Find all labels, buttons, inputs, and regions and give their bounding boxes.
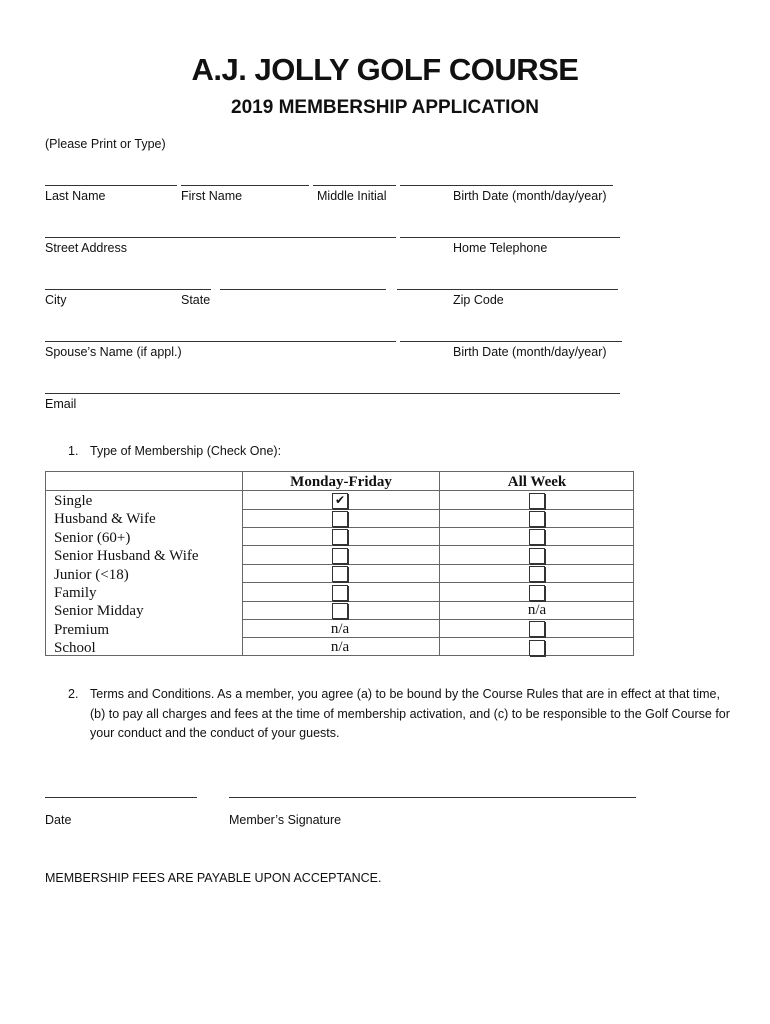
middle-initial-line[interactable] [313, 185, 396, 186]
section-1-number: 1. [68, 444, 79, 458]
membership-type-table [45, 471, 634, 656]
membership-row-label: Senior (60+) [54, 529, 131, 546]
street-address-line[interactable] [45, 237, 396, 238]
form-subtitle: 2019 MEMBERSHIP APPLICATION [231, 97, 539, 118]
membership-row-label: Single [54, 493, 93, 509]
table-divider [243, 637, 633, 638]
table-divider [243, 545, 633, 546]
membership-row-label: Premium [54, 621, 109, 638]
middle-initial-label: Middle Initial [317, 189, 387, 203]
city-label: City [45, 293, 67, 307]
form-title: A.J. JOLLY GOLF COURSE [191, 52, 579, 87]
table-divider [243, 601, 633, 602]
spouse-name-line[interactable] [45, 341, 396, 342]
email-label: Email [45, 397, 77, 411]
spouse-name-label: Spouse’s Name (if appl.) [45, 345, 182, 359]
monday-friday-checkbox[interactable] [332, 493, 348, 509]
monday-friday-checkbox[interactable] [332, 566, 348, 582]
monday-friday-checkbox[interactable] [332, 585, 348, 601]
membership-type-heading: Type of Membership (Check One): [90, 444, 282, 458]
all-week-checkbox[interactable] [529, 566, 545, 582]
column-header-monday-friday: Monday-Friday [290, 474, 392, 490]
monday-friday-checkbox[interactable] [332, 548, 348, 564]
membership-row-label: Senior Midday [54, 603, 144, 620]
home-telephone-label: Home Telephone [453, 241, 548, 255]
state-label: State [181, 293, 211, 307]
all-week-checkbox[interactable] [529, 511, 545, 527]
state-line[interactable] [220, 289, 386, 290]
birth-date-label: Birth Date (month/day/year) [453, 189, 607, 203]
all-week-checkbox[interactable] [529, 548, 545, 564]
membership-row-label: Husband & Wife [54, 511, 156, 528]
table-divider [243, 582, 633, 583]
signature-line[interactable] [229, 797, 636, 798]
membership-row-label: Senior Husband & Wife [54, 548, 199, 565]
table-divider [243, 564, 633, 565]
check-mark-icon: ✔ [335, 492, 346, 507]
membership-row-label: School [54, 640, 96, 657]
date-line[interactable] [45, 797, 197, 798]
membership-row-label: Family [54, 585, 97, 601]
not-available-cell: n/a [330, 639, 350, 656]
not-available-cell: n/a [330, 620, 350, 637]
zip-code-label: Zip Code [453, 293, 504, 307]
last-name-label: Last Name [45, 189, 106, 203]
birth-date-line[interactable] [400, 185, 613, 186]
table-divider [243, 619, 633, 620]
membership-row-label: Junior (<18) [54, 566, 129, 583]
not-available-cell: n/a [527, 602, 547, 619]
all-week-checkbox[interactable] [529, 585, 545, 601]
print-instruction: (Please Print or Type) [45, 137, 166, 151]
monday-friday-checkbox[interactable] [332, 603, 348, 619]
all-week-checkbox[interactable] [529, 621, 545, 637]
monday-friday-checkbox[interactable] [332, 511, 348, 527]
email-line[interactable] [45, 393, 620, 394]
all-week-checkbox[interactable] [529, 529, 545, 545]
monday-friday-checkbox[interactable] [332, 529, 348, 545]
terms-and-conditions: Terms and Conditions. As a member, you agree (a) to be bound by the Course Rules that are in effect at that time, (b) to pay all charges and fees at the time of membership activation, and (c) to be responsible to the Golf Course for your conduct and the conduct of your guests. [90, 687, 730, 740]
street-address-label: Street Address [45, 241, 127, 255]
first-name-line[interactable] [181, 185, 309, 186]
home-telephone-line[interactable] [400, 237, 620, 238]
last-name-line[interactable] [45, 185, 177, 186]
table-divider [243, 527, 633, 528]
signature-label: Member’s Signature [229, 813, 342, 827]
section-2-number: 2. [68, 687, 79, 701]
column-header-all-week: All Week [507, 474, 567, 490]
zip-code-line[interactable] [397, 289, 618, 290]
table-divider [243, 509, 633, 510]
spouse-birth-date-line[interactable] [400, 341, 622, 342]
fees-notice: MEMBERSHIP FEES ARE PAYABLE UPON ACCEPTANCE. [45, 871, 382, 885]
city-line[interactable] [45, 289, 211, 290]
first-name-label: First Name [181, 189, 243, 203]
date-label: Date [45, 813, 72, 827]
spouse-birth-date-label: Birth Date (month/day/year) [453, 345, 607, 359]
all-week-checkbox[interactable] [529, 493, 545, 509]
all-week-checkbox[interactable] [529, 640, 545, 656]
